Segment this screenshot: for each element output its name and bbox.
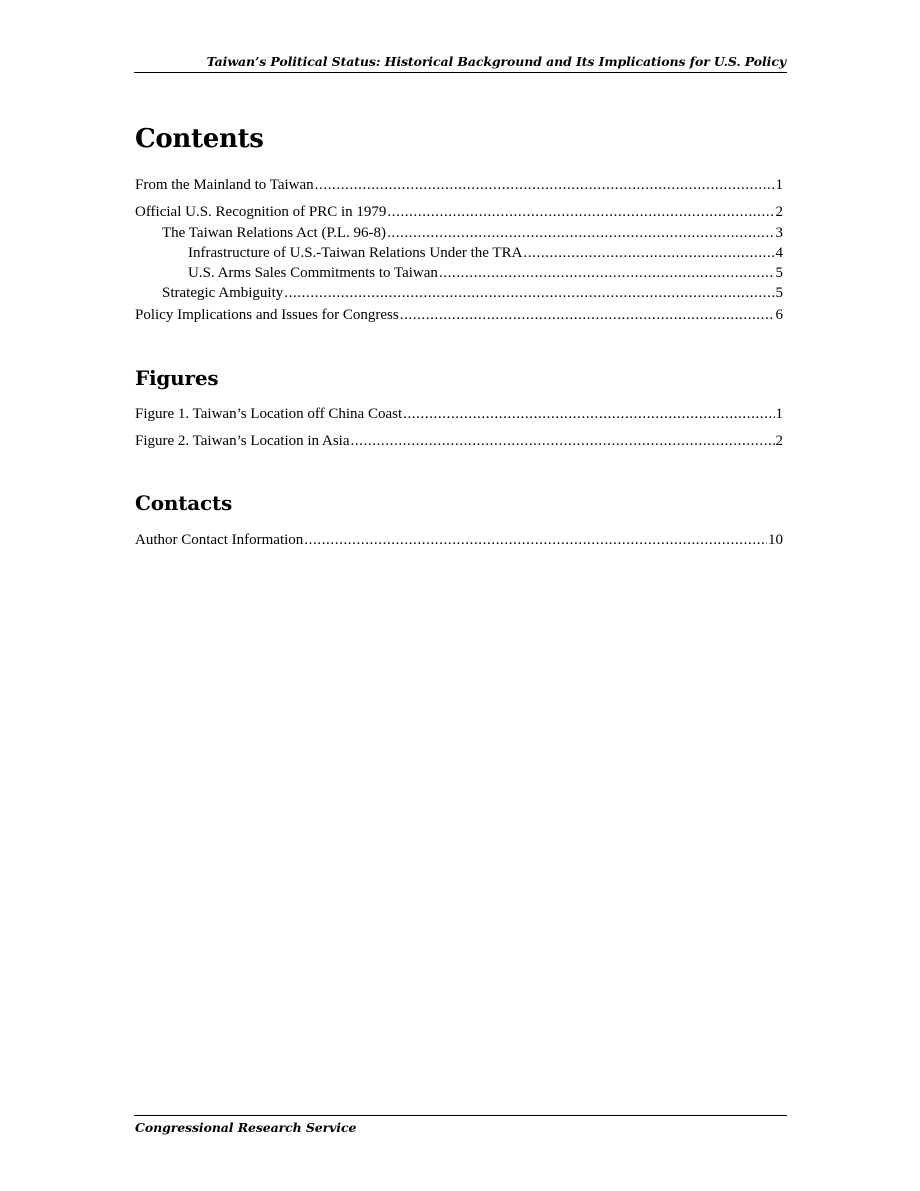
contacts-title: Contacts bbox=[135, 491, 233, 515]
toc-entry[interactable] bbox=[135, 264, 783, 282]
header-rule bbox=[134, 72, 787, 73]
toc-dot-leader bbox=[350, 432, 774, 450]
toc-dot-leader bbox=[439, 264, 775, 282]
toc-entry-title: Figure 2. Taiwan’s Location in Asia bbox=[135, 433, 350, 449]
running-header: Taiwan’s Political Status: Historical Background and Its Implications for U.S. Policy bbox=[206, 54, 786, 69]
toc-entry[interactable] bbox=[135, 203, 783, 221]
toc-page-number: 1 bbox=[775, 406, 783, 422]
toc-entry[interactable] bbox=[135, 306, 783, 324]
toc-dot-leader bbox=[387, 203, 774, 221]
toc-entry-title: Official U.S. Recognition of PRC in 1979 bbox=[135, 204, 387, 220]
toc-page-number: 5 bbox=[775, 285, 783, 301]
toc-entry[interactable] bbox=[135, 176, 783, 194]
toc-dot-leader bbox=[523, 244, 774, 262]
toc-dot-leader bbox=[400, 306, 775, 324]
toc-dot-leader bbox=[387, 224, 774, 242]
toc-entry-title: Infrastructure of U.S.-Taiwan Relations Under the TRA bbox=[188, 245, 523, 261]
toc-entry[interactable] bbox=[135, 531, 783, 549]
toc-entry-title: U.S. Arms Sales Commitments to Taiwan bbox=[188, 265, 438, 281]
toc-entry-title: The Taiwan Relations Act (P.L. 96-8) bbox=[162, 225, 387, 241]
toc-entry-title: Strategic Ambiguity bbox=[162, 285, 284, 301]
toc-page-number: 10 bbox=[768, 532, 783, 548]
toc-entry-title: Author Contact Information bbox=[135, 532, 304, 548]
toc-entry[interactable] bbox=[135, 405, 783, 423]
toc-dot-leader bbox=[315, 176, 775, 194]
toc-entry[interactable] bbox=[135, 432, 783, 450]
toc-page-number: 4 bbox=[775, 245, 783, 261]
toc-dot-leader bbox=[403, 405, 774, 423]
running-footer: Congressional Research Service bbox=[135, 1120, 357, 1135]
toc-page-number: 5 bbox=[775, 265, 783, 281]
toc-entry-title: Figure 1. Taiwan’s Location off China Coast bbox=[135, 406, 403, 422]
toc-entry-title: From the Mainland to Taiwan bbox=[135, 177, 314, 193]
toc-entry[interactable] bbox=[135, 244, 783, 262]
contents-title: Contents bbox=[135, 124, 264, 154]
toc-page-number: 3 bbox=[775, 225, 783, 241]
toc-entry[interactable] bbox=[135, 284, 783, 302]
toc-dot-leader bbox=[304, 531, 767, 549]
toc-page-number: 2 bbox=[775, 204, 783, 220]
toc-page-number: 1 bbox=[775, 177, 783, 193]
toc-entry[interactable] bbox=[135, 224, 783, 242]
figures-title: Figures bbox=[135, 366, 219, 390]
toc-dot-leader bbox=[284, 284, 774, 302]
toc-entry-title: Policy Implications and Issues for Congress bbox=[135, 307, 399, 323]
toc-page-number: 2 bbox=[775, 433, 783, 449]
footer-rule bbox=[134, 1115, 787, 1116]
toc-page-number: 6 bbox=[775, 307, 783, 323]
